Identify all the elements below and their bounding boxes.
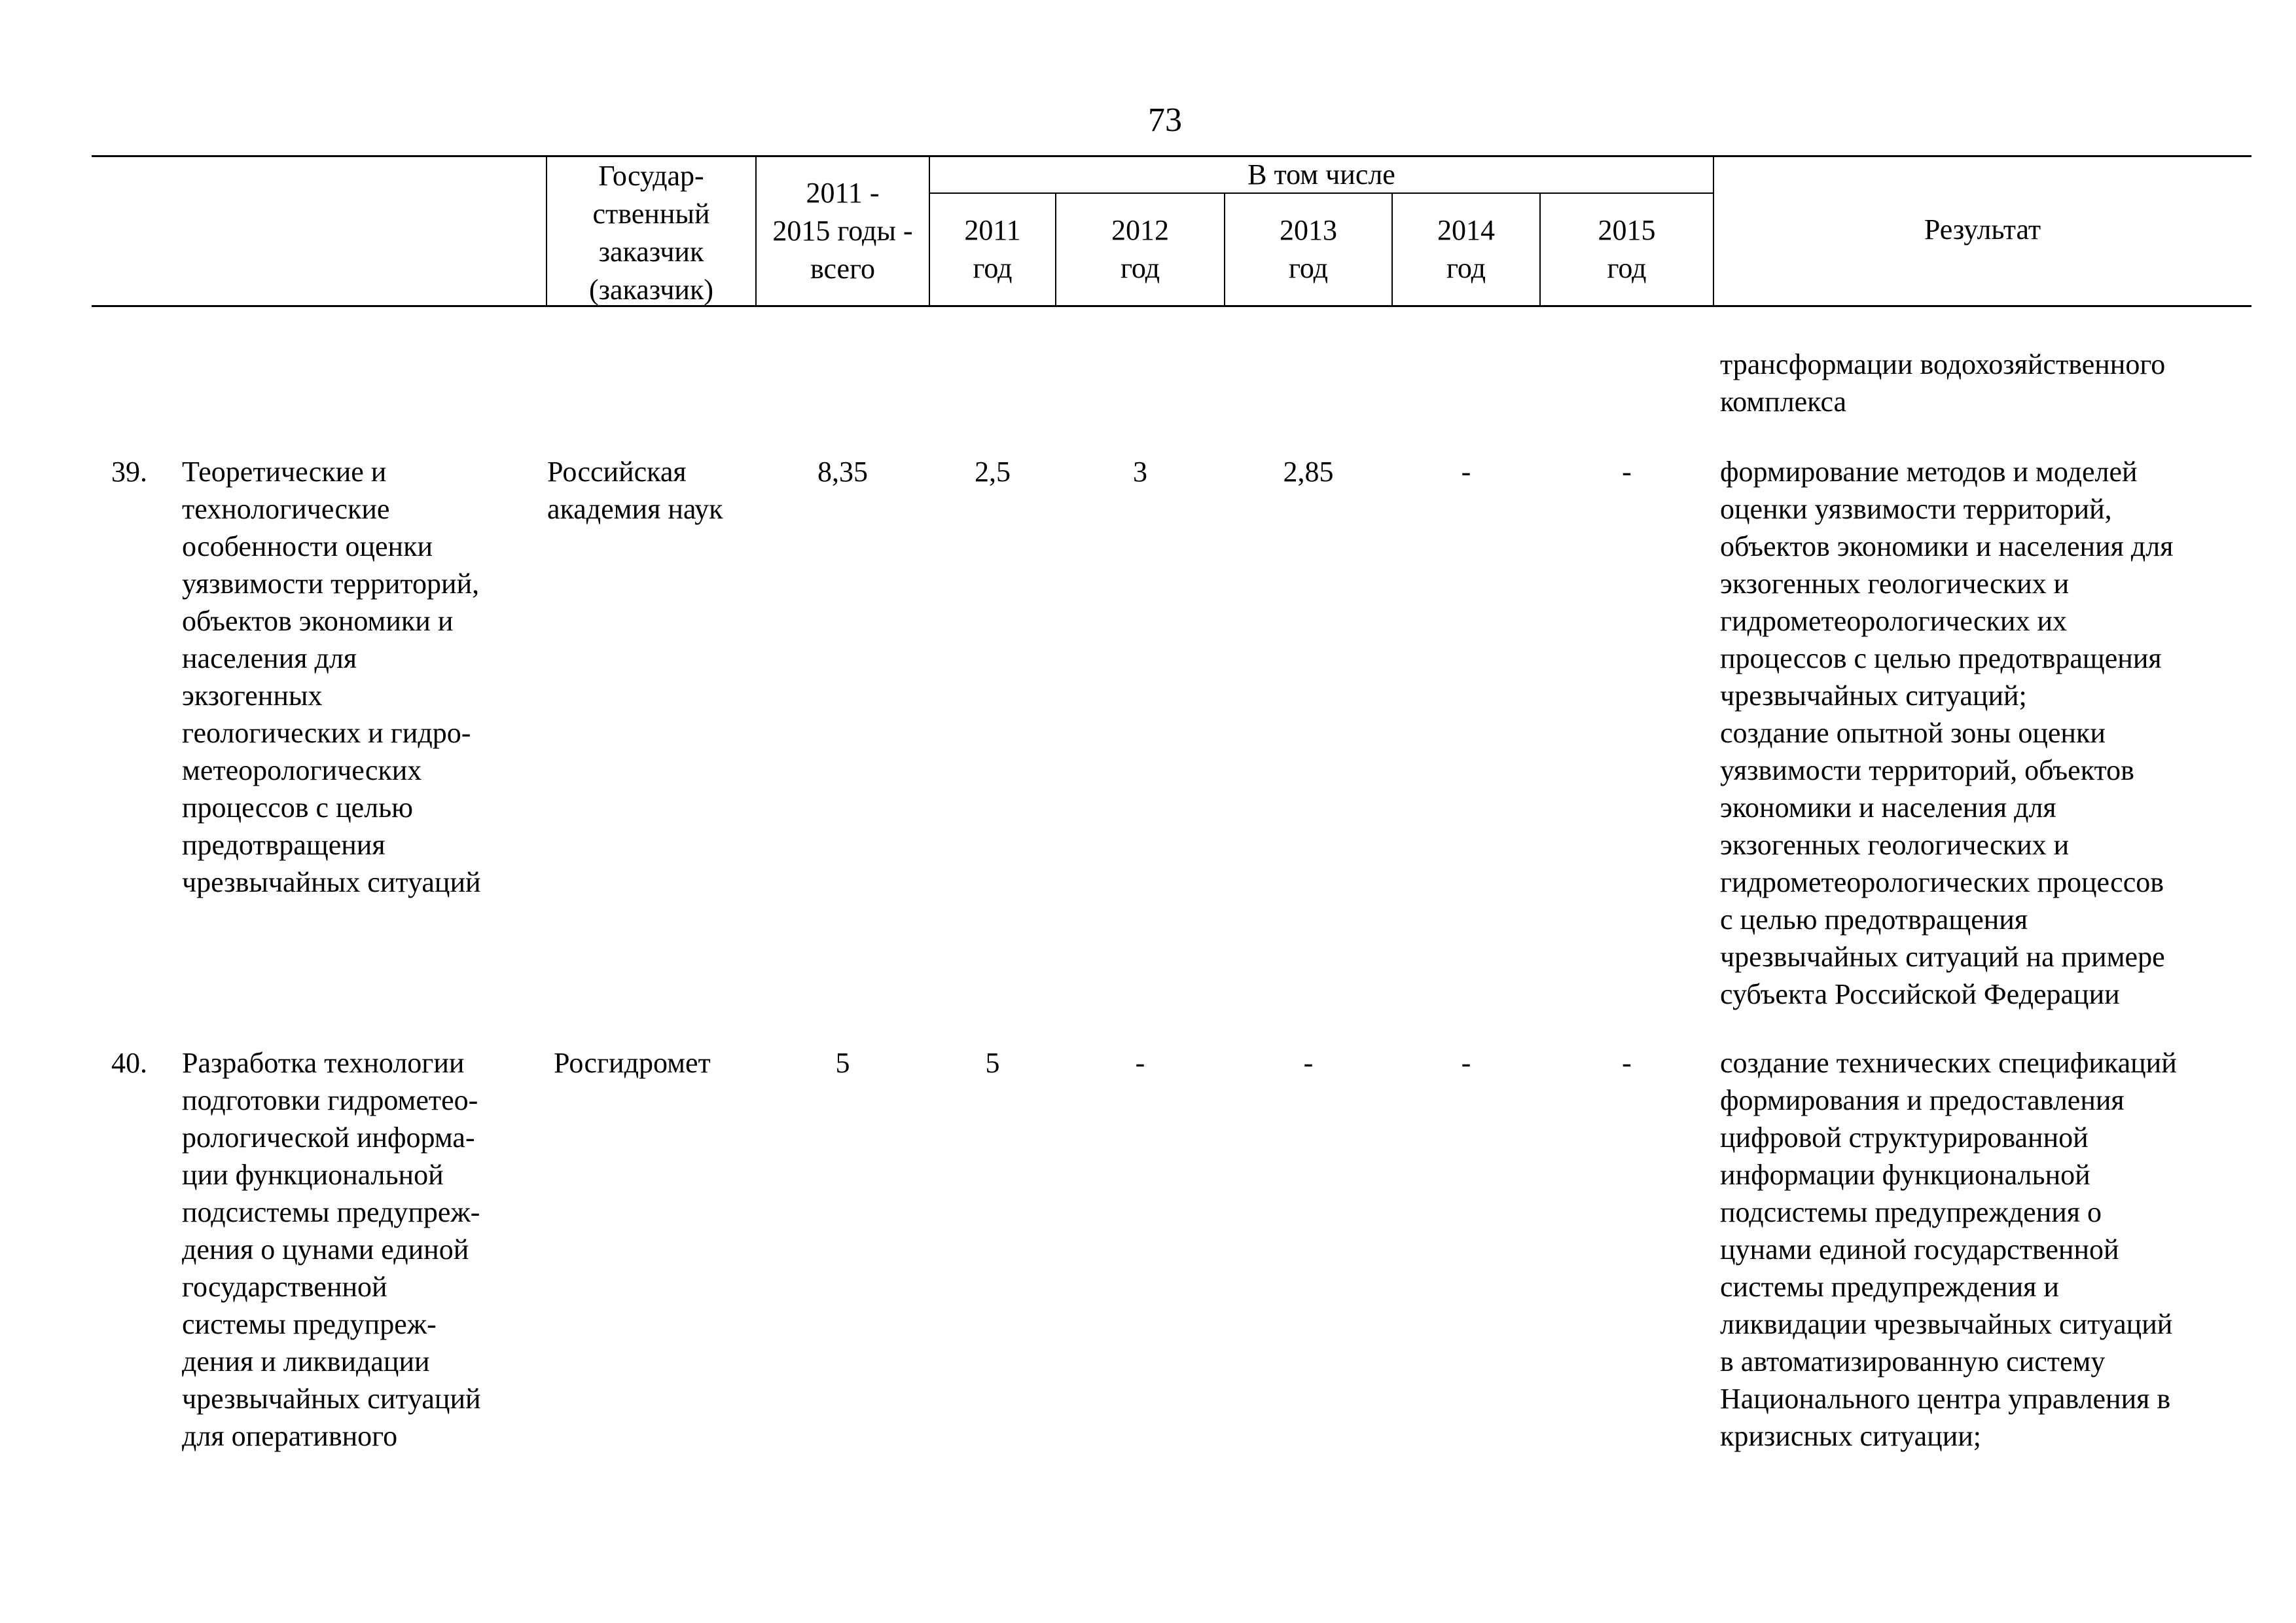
- header-total: 2011 - 2015 годы - всего: [772, 177, 913, 285]
- row-total: 5: [835, 1047, 850, 1079]
- row-number: 40.: [111, 1047, 147, 1079]
- header-year-2012: 2012 год: [1111, 214, 1169, 284]
- row-number: 39.: [111, 456, 147, 488]
- row-customer: Российская академия наук: [547, 456, 723, 525]
- header-customer: Государ- ственный заказчик (заказчик): [588, 160, 713, 306]
- row-total: 8,35: [817, 456, 868, 488]
- row-result: формирование методов и моделей оценки уязвимости территорий, объектов экономики и населения для экзогенных геологических и гидрометеорологических их процессов с целью предотвращения чрезвычайных ситуаций; создание опытной зоны оценки уязвимости территорий, объектов экономики и населения для экзогенных геологических и гидрометеорологических процессов с целью предотвращения чрезвычайных ситуаций на примере субъекта Российской Федерации: [1720, 456, 2174, 1010]
- continuation-result: трансформации водохозяйственного комплекса: [1720, 348, 2166, 418]
- row-2012: -: [1135, 1047, 1145, 1079]
- header-including: В том числе: [1247, 158, 1395, 191]
- row-2012: 3: [1133, 456, 1147, 488]
- header-year-2011: 2011 год: [964, 214, 1021, 284]
- row-name: Разработка технологии подготовки гидрометео- рологической информа- ции функциональной подсистемы предупреж- дения о цунами единой государственной системы предупреж- дения и ликвидации чрезвычайных ситуаций для оперативного: [182, 1047, 481, 1452]
- row-2013: -: [1303, 1047, 1314, 1079]
- row-2015: -: [1622, 1047, 1632, 1079]
- row-2014: -: [1461, 1047, 1471, 1079]
- row-name: Теоретические и технологические особенности оценки уязвимости территорий, объектов экономики и населения для экзогенных геологических и гидро- метеорологических процессов с целью предотвращения чрезвычайных ситуаций: [182, 456, 481, 898]
- row-2014: -: [1461, 456, 1471, 488]
- row-customer: Росгидромет: [554, 1047, 711, 1079]
- row-2015: -: [1622, 456, 1632, 488]
- header-bottom-rule: [92, 305, 2251, 307]
- row-2011: 5: [985, 1047, 1000, 1079]
- page-number: 73: [1148, 101, 1182, 139]
- header-result: Результат: [1924, 213, 2041, 246]
- header-year-2013: 2013 год: [1280, 214, 1337, 284]
- row-result: создание технических спецификаций формирования и предоставления цифровой структурированной информации функциональной подсистемы предупреждения о цунами единой государственной системы предупреждения и ликвидации чрезвычайных ситуаций в автоматизированную систему Национального центра управления в кризисных ситуации;: [1720, 1047, 2177, 1452]
- header-year-2015: 2015 год: [1598, 214, 1656, 284]
- row-2011: 2,5: [975, 456, 1011, 488]
- header-year-2014: 2014 год: [1437, 214, 1495, 284]
- row-2013: 2,85: [1283, 456, 1334, 488]
